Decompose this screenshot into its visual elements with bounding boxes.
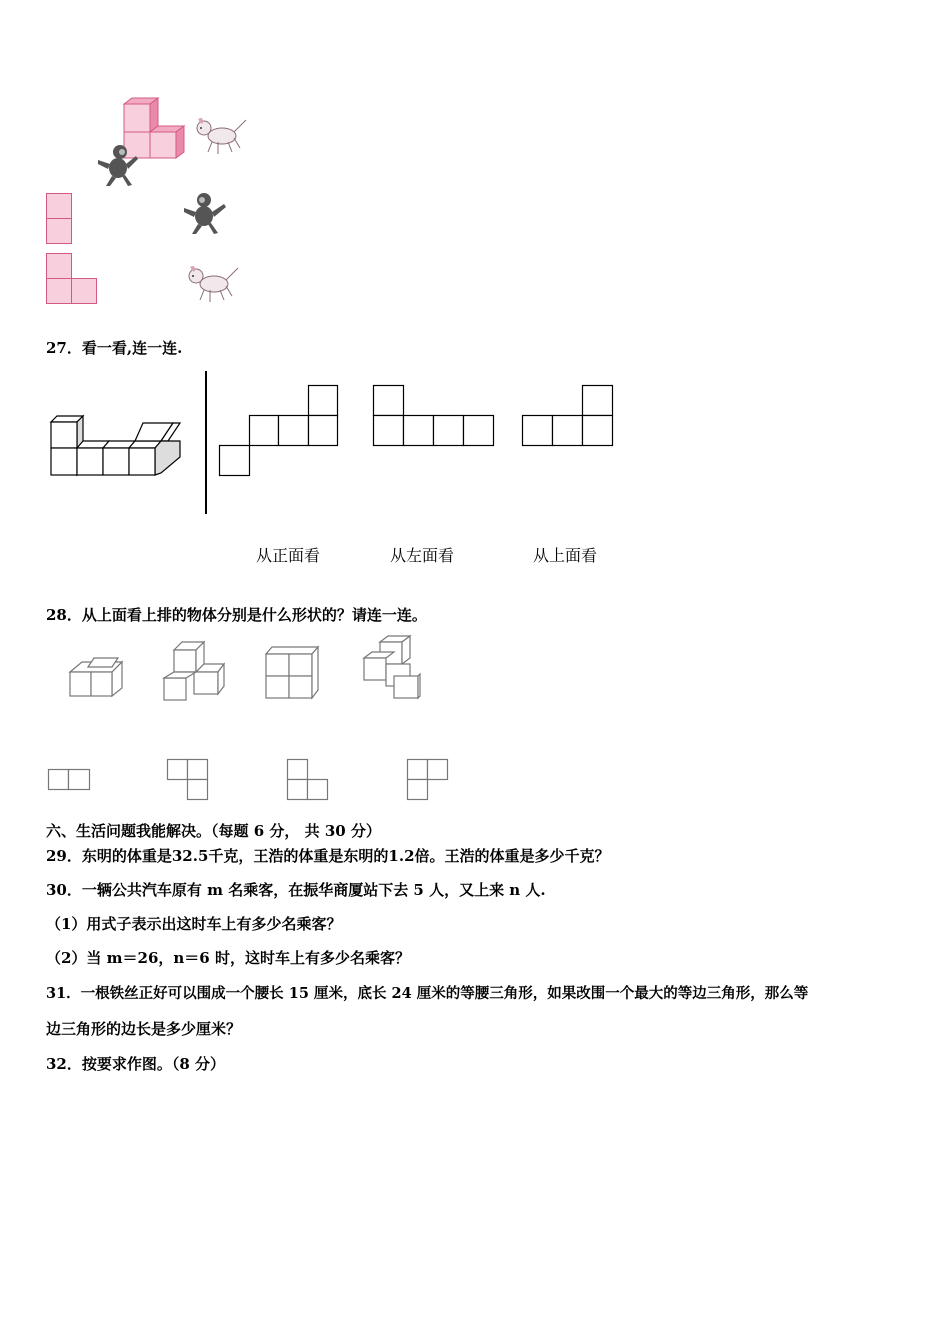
label-top-view: 从上面看	[533, 546, 598, 565]
question-30: 30．一辆公共汽车原有 m 名乘客，在振华商厦站下去 5 人，又上来 n 人.	[46, 881, 546, 899]
monkey-icon	[92, 142, 142, 188]
q28-solid-2	[160, 640, 226, 702]
question-29: 29．东明的体重是32.5千克，王浩的体重是东明的1.2倍。王浩的体重是多少千克？	[46, 847, 610, 865]
q27-view-a	[218, 384, 342, 478]
q27-view-b	[372, 384, 498, 448]
section-6-heading: 六、生活问题我能解决。（每题 6 分， 共 30 分）	[46, 822, 381, 840]
q28-solid-3	[262, 644, 322, 700]
q27-view-c	[521, 384, 617, 448]
q28-view-3	[286, 758, 332, 802]
question-28: 28．从上面看上排的物体分别是什么形状的？请连一连。	[46, 606, 427, 624]
question-32: 32．按要求作图。（8 分）	[46, 1055, 226, 1073]
monkey-icon	[180, 190, 230, 236]
question-27: 27．看一看,连一连.	[46, 339, 183, 357]
label-left-view: 从左面看	[390, 546, 455, 565]
dog-icon	[190, 114, 248, 156]
q27-cube-solid	[48, 413, 184, 479]
q28-solid-4	[358, 634, 424, 700]
question-31-line-1: 31．一根铁丝正好可以围成一个腰长 15 厘米，底长 24 厘米的等腰三角形，如果改围一个最大的等边三角形，那么等	[46, 985, 809, 1002]
pink-view-vertical	[46, 193, 74, 245]
question-31-line-2: 边三角形的边长是多少厘米？	[46, 1020, 242, 1038]
question-30-part-2: （2）当 m＝26，n＝6 时，这时车上有多少名乘客？	[46, 949, 410, 967]
question-30-part-1: （1）用式子表示出这时车上有多少名乘客？	[46, 915, 342, 933]
label-front-view: 从正面看	[256, 546, 321, 565]
q28-view-1	[47, 768, 93, 792]
divider-line	[205, 371, 207, 514]
pink-view-l-shape	[46, 253, 100, 305]
dog-icon	[182, 262, 240, 304]
q28-solid-1	[66, 654, 126, 700]
q28-view-2	[166, 758, 212, 802]
q28-view-4	[406, 758, 452, 802]
